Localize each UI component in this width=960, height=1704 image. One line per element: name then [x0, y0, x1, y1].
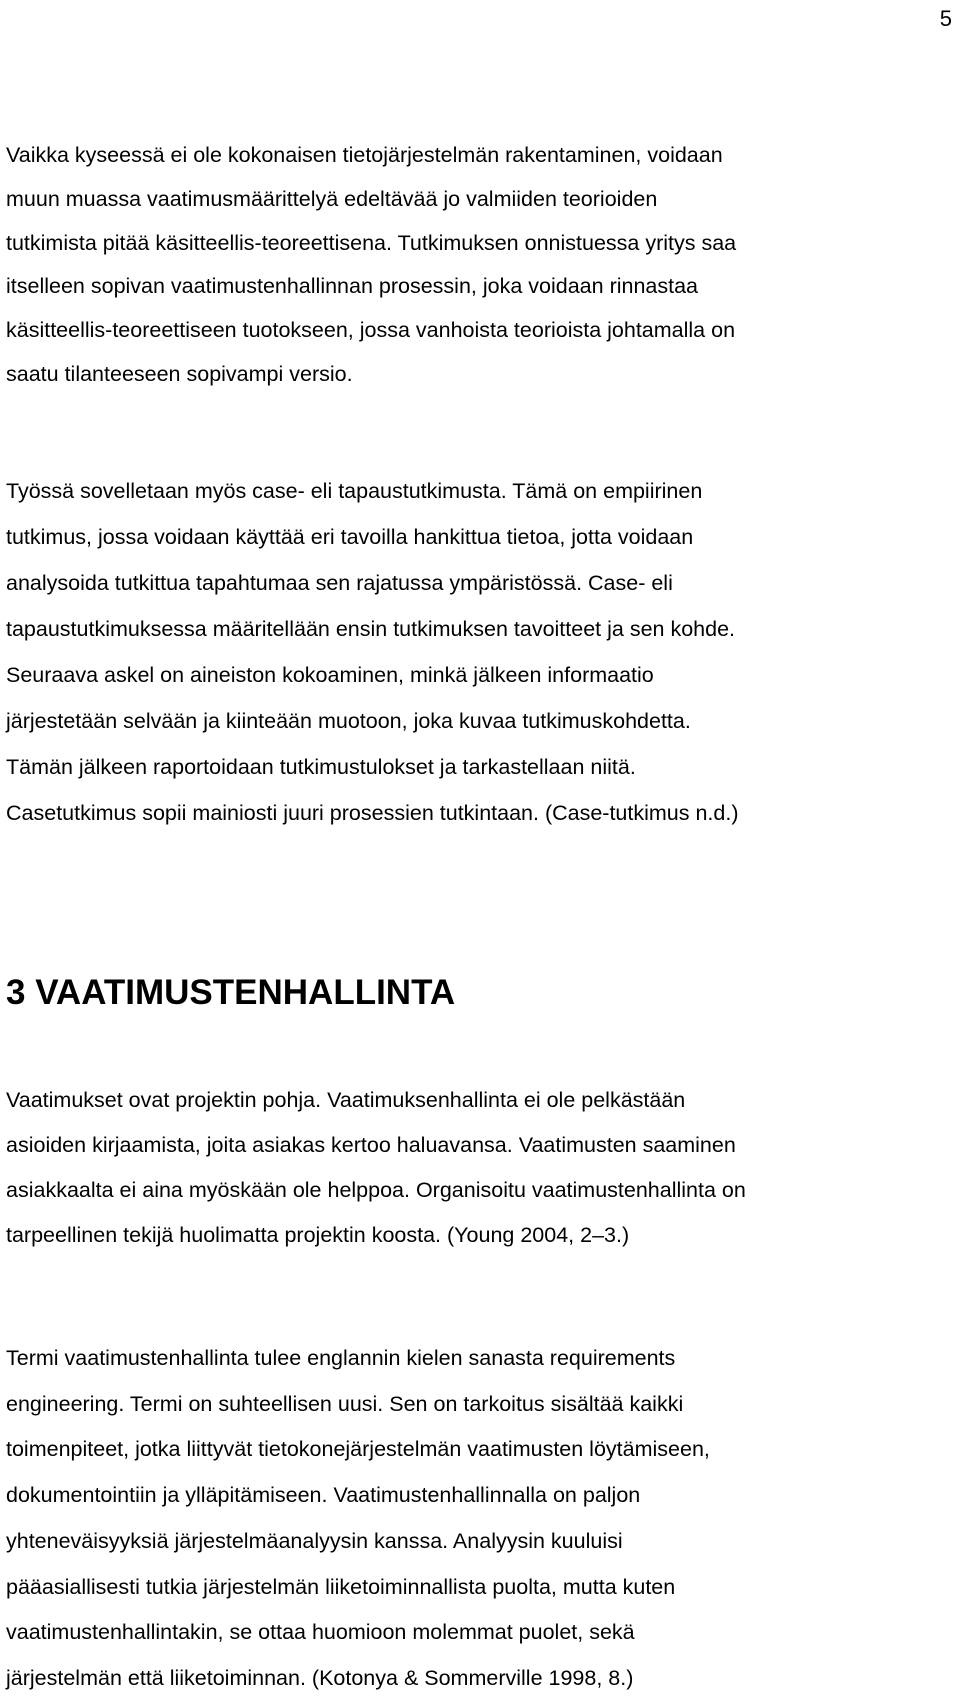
text-line: saatu tilanteeseen sopivampi versio. — [6, 361, 353, 386]
text-line: Tämän jälkeen raportoidaan tutkimustulokset ja tarkastellaan niitä. — [6, 755, 636, 779]
text-line: engineering. Termi on suhteellisen uusi. Sen on tarkoitus sisältää kaikki — [6, 1391, 684, 1416]
text-line: Casetutkimus sopii mainiosti juuri prosessien tutkintaan. (Case-tutkimus n.d.) — [6, 801, 739, 825]
text-line: järjestelmän että liiketoiminnan. (Kotonya & Sommerville 1998, 8.) — [6, 1665, 634, 1690]
text-line: toimenpiteet, jotka liittyvät tietokonejärjestelmän vaatimusten löytämiseen, — [6, 1437, 710, 1462]
paragraph-intro — [6, 134, 951, 397]
text-line: muun muassa vaatimusmäärittelyä edeltävää jo valmiiden teorioiden — [6, 186, 658, 211]
text-line: analysoida tutkittua tapahtumaa sen rajatussa ympäristössä. Case- eli — [6, 571, 673, 595]
paragraph-requirements — [6, 1078, 951, 1258]
text-line: tapaustutkimuksessa määritellään ensin tutkimuksen tavoitteet ja sen kohde. — [6, 617, 736, 641]
text-line: Termi vaatimustenhallinta tulee englannin kielen sanasta requirements — [6, 1346, 676, 1370]
text-line: käsitteellis-teoreettiseen tuotokseen, jossa vanhoista teorioista johtamalla on — [6, 318, 736, 343]
text-line: Vaatimukset ovat projektin pohja. Vaatimuksenhallinta ei ole pelkästään — [6, 1088, 686, 1112]
text-line: yhteneväisyyksiä järjestelmäanalyysin kanssa. Analyysin kuuluisi — [6, 1528, 623, 1553]
page-number: 5 — [939, 6, 952, 31]
text-line: asioiden kirjaamista, joita asiakas kertoo haluavansa. Vaatimusten saaminen — [6, 1133, 736, 1157]
text-line: Vaikka kyseessä ei ole kokonaisen tietojärjestelmän rakentaminen, voidaan — [6, 143, 723, 167]
paragraph-case-study — [6, 468, 951, 836]
text-line: tarpeellinen tekijä huolimatta projektin koosta. (Young 2004, 2–3.) — [6, 1223, 630, 1247]
text-line: vaatimustenhallintakin, se ottaa huomioon molemmat puolet, sekä — [6, 1620, 635, 1645]
paragraph-term-definition — [6, 1336, 951, 1702]
text-line: itselleen sopivan vaatimustenhallinnan prosessin, joka voidaan rinnastaa — [6, 274, 699, 299]
section-heading: 3 VAATIMUSTENHALLINTA — [6, 973, 456, 1012]
text-line: dokumentointiin ja ylläpitämiseen. Vaatimustenhallinnalla on paljon — [6, 1483, 641, 1508]
text-line: Seuraava askel on aineiston kokoaminen, minkä jälkeen informaatio — [6, 663, 654, 687]
text-line: Työssä sovelletaan myös case- eli tapaustutkimusta. Tämä on empiirinen — [6, 479, 703, 503]
text-line: pääasiallisesti tutkia järjestelmän liiketoiminnallista puolta, mutta kuten — [6, 1574, 676, 1599]
text-line: tutkimista pitää käsitteellis-teoreettisena. Tutkimuksen onnistuessa yritys saa — [6, 230, 737, 255]
text-line: tutkimus, jossa voidaan käyttää eri tavoilla hankittua tietoa, jotta voidaan — [6, 525, 694, 549]
text-line: järjestetään selvään ja kiinteään muotoon, joka kuvaa tutkimuskohdetta. — [6, 709, 691, 733]
text-line: asiakkaalta ei aina myöskään ole helppoa. Organisoitu vaatimustenhallinta on — [6, 1178, 746, 1202]
